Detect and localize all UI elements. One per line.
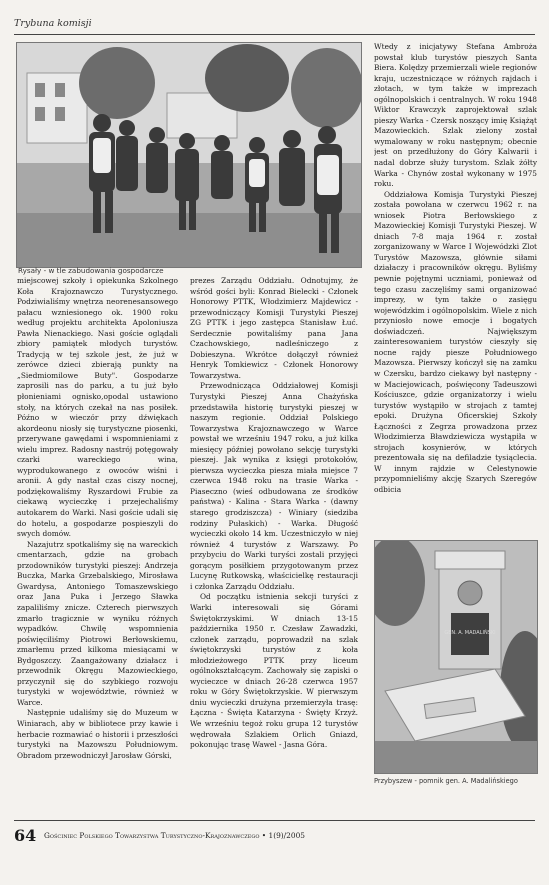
group-photo (16, 42, 362, 268)
page-footer (14, 820, 535, 845)
group-photo-illustration (17, 43, 361, 267)
article-column-2 (190, 276, 358, 821)
paragraph: Przewodnicząca Oddziałowej Komisji Turystyki Pieszej Anna Chażyńska przedstawiła historię turystyki pieszej w naszym regionie. Oddział Polskiego Towarzystwa Krajoznawczego w Warce powstał we wrześniu 1947 roku, a już kilka miesięcy później powołano sekcję turystyki pieszej. Jak wynika z księgi protokołów, pierwsza wycieczka piesza miała miejsce 7 czerwca 1948 roku na trasie Warka - Piaseczno (wieś odbudowana ze środków państwa) - Kalina - Stara Warka - (dawny starego grodziszcza) - Winiary (siedziba rodziny Pułaskich) - Warka. Długość wycieczki około 14 km. Uczestniczyło w niej również 4 turystów z Warszawy. Po przybyciu do Warki turyści zostali przyjęci gorącym posiłkiem przygotowanym przez Lucynę Rutkowską, właścicielkę restauracji i członka Zarządu Oddziału. (190, 381, 358, 591)
monument-photo (374, 540, 538, 774)
section-title: Trybuna komisji (14, 18, 92, 29)
paragraph: miejscowej szkoły i opiekunka Szkolnego Koła Krajoznawczo Turystycznego. Podziwialiśmy wnętrza neorenesansowego pałacu wzniesionego ok. 1900 roku według projektu architekta Apoloniusza Pawła Nienackiego. Nasi goście oglądali zbiory pamiątek młodych turystów. Tradycją w tej szkole jest, że już w zerówce dzieci zbierają punkty na „Siedmiomilowe Buty". Gospodarze zaprosili nas do parku, a tu już było płonieniami ognisko,opodal ustawiono stoły, na których czekał na nas posiłek. Późno w wieczór przy dźwiękach akordeonu niosły się turystyczne piosenki, przerywane gawędami i wspomnieniami z wielu imprez. Radosny nastrój potęgowały czarki wareckiego wina, wyprodukowanego z owoców wiśni i aronii. A gdy nastał czas ciszy nocnej, podziękowaliśmy Ryszardowi Frubie za ciekawą wycieczkę i przejechaliśmy autokarem do Warki. Nasi goście udali się do hotelu, a gospodarze pospieszyli do swych domów. (17, 276, 178, 539)
page-header (14, 4, 535, 35)
monument-illustration (375, 541, 537, 773)
paragraph: Wtedy z inicjatywy Stefana Ambroża powstał klub turystów pieszych Santa Biera. Kolędzy przemierzali wiele regionów kraju, uczestniczące w różnych rajdach i złotach, w tym także w imprezach ogólnopolskich i centralnych. W roku 1948 Wiktor Krawczyk zaprojektował szlak pieszy Warka - Czersk noszący imię Książąt Mazowieckich. Szlak zielony został wymalowany w roku następnym; obecnie jest on przedłużony do Góry Kalwarii i nadal dobrze służy turystom. Szlak żółty Warka - Chynów został wykonany w 1975 roku. (374, 42, 537, 189)
paragraph: Następnie udaliśmy się do Muzeum w Winiarach, aby w bibliotece przy kawie i herbacie rozmawiać o historii i przeszłości turystyki na Mazowszu Południowym. Obradom przewodniczył Jarosław Górski, (17, 708, 178, 760)
paragraph: Oddziałowa Komisja Turystyki Pieszej została powołana w czerwcu 1962 r. na wniosek Piotra Berłowskiego z Mazowieckiej Komisji Turystyki Pieszej. W dniach 7-8 maja 1964 r. został zorganizowany w Warce I Wojewódzki Zlot Turystów Mazowsza, głównie siłami działaczy i pracowników okręgu. Byliśmy pewnie pojętnymi uczniami, ponieważ od tego czasu zaczęliśmy sami organizować imprezy, w tym także o zasięgu wojewódzkim i ogólnopolskim. Wiele z nich przyniosło nowe emocje i bogatych doświadczeń. Największym zainteresowaniem turystów cieszyły się nocne rajdy piesze Południowego Mazowsza. Pierwszy kończył się na zamku w Czersku, bardzo ciekawy był następny - w Maciejowicach, poświęcony Tadeuszowi Kościuszce, gdzie organizatorzy i wielu turystów wystąpiło w strojach z tamtej epoki. Drużyna Oficerskiej Szkoły Łączności z Zegrza prowadzona przez Włodzimierza Bławdziewicza wystąpiła w strojach kosynierów, w których prezentowała się na defiladzie tysiąclecia. W innym rajdzie w Celestynowie przypomnieliśmy akcję Szarych Szeregów odbicia (374, 189, 537, 494)
article-column-1 (17, 276, 178, 821)
paragraph: Nazajutrz spotkaliśmy się na wareckich cmentarzach, gdzie na grobach przodowników turystyki pieszej: Andrzeja Buczka, Marka Grzebalskiego, Mirosława Gwardysa, Antoniego Tomaszewskiego oraz Jana Puka i Jerzego Sławka zapaliliśmy znicze. Czterech pierwszych zmarło tragicznie w wyniku różnych wypadków. Chwilę wspomnienia poświęciliśmy Piotrowi Berłowskiemu, zmarłemu przed kilkoma miesiącami w Bydgoszczy. Zaangażowany działacz i przewodnik Okręgu Mazowieckiego, przyczynił się do szybkiego rozwoju turystyki w województwie, również w Warce. (17, 539, 178, 707)
paragraph: prezes Zarządu Oddziału. Odnotujmy, że wśród gości byli: Konrad Bielecki - Członek Honorowy PTTK, Włodzimierz Majdewicz - przewodniczący Komisji Turystyki Pieszej ZG PTTK i jego zastępca Stanisław Łuć. Serdecznie powitaliśmy pana Jana Czachowskiego, nadleśniczego z Dobieszyna. Wkrótce dołączył również Henryk Tomkiewicz - Członek Honorowy Towarzystwa. (190, 276, 358, 380)
page-number: 64 (14, 826, 37, 845)
photo-caption: Rysały - w tle zabudowania gospodarcze (18, 266, 164, 275)
paragraph: Od początku istnienia sekcji turyści z Warki interesowali się Górami Świętokrzyskimi. W dniach 13-15 października 1950 r. Czesław Zawadzki, członek zarządu, poprowadził na szlak świętokrzyski turystów z koła młodzieżowego PTTK przy liceum ogólnokształcącym. Zachowały się zapiski o wycieczce w dniach 26-28 czerwca 1957 roku w Góry Świętokrzyskie. W pierwszym dniu wycieczki drużyna przemierzyła trasę: Łączna - Święta Katarzyna - Święty Krzyż. We wrześniu tegoż roku grupa 12 turystów wędrowała Szlakiem Orlich Gniazd, pokonując trasę Wawel - Jasna Góra. (190, 592, 358, 750)
publication-info: Gościniec Polskiego Towarzystwa Turystyczno-Krajoznawczego • 1(9)/2005 (44, 831, 305, 840)
plaque-text: GEN. A. MADALIŃSKI (444, 630, 496, 636)
article-column-3 (374, 42, 537, 527)
photo-caption: Przybyszew - pomnik gen. A. Madalińskiego (374, 777, 518, 785)
